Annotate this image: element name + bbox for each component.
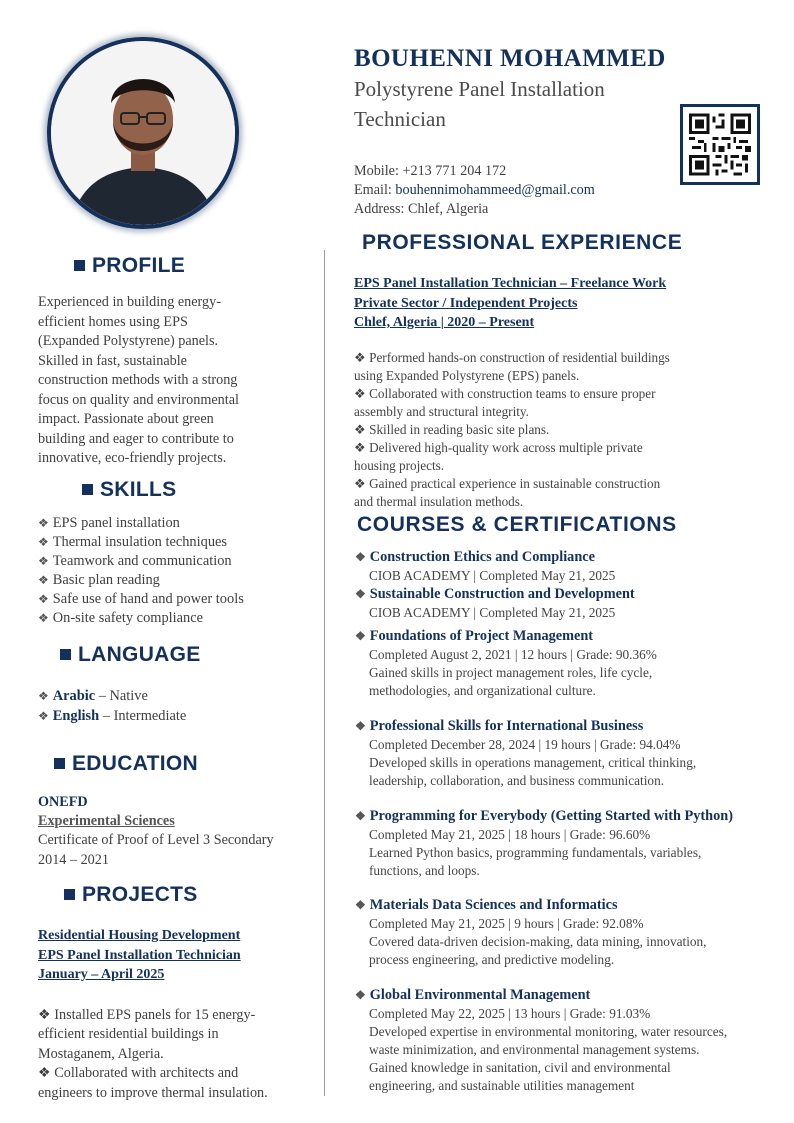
job-title-line1: Polystyrene Panel Installation bbox=[354, 77, 605, 101]
profile-line: Experienced in building energy- bbox=[38, 294, 221, 310]
job-title-line2: Technician bbox=[354, 107, 446, 131]
experience-line: assembly and structural integrity. bbox=[354, 403, 529, 419]
skills-heading-text: SKILLS bbox=[100, 478, 177, 501]
skill-item: ❖ Teamwork and communication bbox=[38, 553, 232, 569]
education-heading bbox=[54, 752, 198, 776]
course-line: Completed May 21, 2025 | 9 hours | Grade: 92.08% bbox=[369, 916, 644, 931]
experience-employer: Private Sector / Independent Projects bbox=[354, 295, 578, 311]
course-title: Materials Data Sciences and Informatics bbox=[369, 897, 618, 913]
course-item bbox=[355, 548, 785, 585]
language-item: ❖ English – Intermediate bbox=[38, 708, 187, 724]
course-line: Completed May 21, 2025 | 18 hours | Grade: 96.60% bbox=[369, 827, 651, 842]
project-line: engineers to improve thermal insulation. bbox=[38, 1084, 268, 1101]
course-line: Covered data-driven decision-making, data mining, innovation, bbox=[369, 934, 707, 949]
course-line: engineering, and sustainable utilities management bbox=[369, 1078, 635, 1093]
experience-location-dates: Chlef, Algeria | 2020 – Present bbox=[354, 315, 535, 330]
diamond-bullet-icon: ❖ bbox=[38, 535, 49, 549]
profile-heading bbox=[74, 254, 185, 278]
diamond-bullet-icon: ❖ bbox=[355, 550, 366, 564]
contact-email-row bbox=[354, 181, 595, 201]
course-title: Programming for Everybody (Getting Started with Python) bbox=[369, 808, 733, 824]
skills-heading bbox=[82, 478, 176, 502]
course-line: Learned Python basics, programming fundamentals, variables, bbox=[369, 845, 702, 860]
contact-mobile: Mobile: +213 771 204 172 bbox=[354, 163, 507, 179]
column-divider bbox=[324, 250, 325, 1096]
diamond-bullet-icon: ❖ bbox=[355, 629, 366, 643]
project-line: ❖ Collaborated with architects and bbox=[38, 1065, 239, 1081]
course-line: functions, and loops. bbox=[369, 863, 480, 878]
course-item bbox=[355, 807, 785, 880]
diamond-bullet-icon: ❖ bbox=[38, 573, 49, 587]
contact-address: Address: Chlef, Algeria bbox=[354, 201, 489, 217]
skills-list bbox=[38, 514, 244, 628]
square-bullet-icon bbox=[82, 484, 93, 495]
experience-line: ❖ Skilled in reading basic site plans. bbox=[354, 421, 550, 437]
course-line: CIOB ACADEMY | Completed May 21, 2025 bbox=[369, 605, 616, 620]
project-line: ❖ Installed EPS panels for 15 energy- bbox=[38, 1006, 256, 1023]
course-title: Sustainable Construction and Development bbox=[369, 586, 635, 602]
course-line: leadership, collaboration, and business communication. bbox=[369, 773, 665, 788]
profile-photo bbox=[47, 37, 239, 229]
qr-code-icon bbox=[680, 104, 760, 185]
education-field: Experimental Sciences bbox=[38, 813, 175, 829]
course-title: Construction Ethics and Compliance bbox=[369, 549, 595, 565]
profile-line: building and eager to contribute to bbox=[38, 430, 234, 447]
diamond-bullet-icon: ❖ bbox=[355, 898, 366, 912]
project-description bbox=[38, 1006, 323, 1104]
square-bullet-icon bbox=[54, 758, 65, 769]
education-block bbox=[38, 793, 323, 870]
projects-block bbox=[38, 926, 323, 1103]
profile-line: (Expanded Polystyrene) panels. bbox=[38, 333, 219, 349]
diamond-bullet-icon: ❖ bbox=[355, 719, 366, 733]
course-item bbox=[355, 585, 785, 622]
diamond-bullet-icon: ❖ bbox=[38, 709, 49, 723]
course-line: Gained skills in project management roles, life cycle, bbox=[369, 665, 653, 680]
project-line: Mostaganem, Algeria. bbox=[38, 1045, 164, 1062]
full-name: BOUHENNI MOHAMMED bbox=[354, 45, 666, 72]
project-title: Residential Housing Development bbox=[38, 928, 241, 943]
project-role: EPS Panel Installation Technician bbox=[38, 947, 241, 963]
course-item bbox=[355, 986, 785, 1095]
diamond-bullet-icon: ❖ bbox=[38, 592, 49, 606]
square-bullet-icon bbox=[64, 889, 75, 900]
course-title: Foundations of Project Management bbox=[369, 628, 594, 644]
courses-heading: COURSES & CERTIFICATIONS bbox=[357, 513, 677, 536]
experience-line: and thermal insulation methods. bbox=[354, 493, 524, 509]
projects-heading bbox=[64, 883, 198, 907]
skill-item: ❖ EPS panel installation bbox=[38, 515, 180, 531]
project-dates: January – April 2025 bbox=[38, 967, 165, 982]
diamond-bullet-icon: ❖ bbox=[38, 516, 49, 530]
experience-block bbox=[354, 274, 784, 511]
experience-line: ❖ Collaborated with construction teams to ensure proper bbox=[354, 385, 656, 401]
skill-item: ❖ On-site safety compliance bbox=[38, 610, 204, 626]
diamond-bullet-icon: ❖ bbox=[38, 689, 49, 703]
profile-heading-text: PROFILE bbox=[92, 254, 186, 277]
profile-line: focus on quality and environmental bbox=[38, 391, 239, 408]
email-label: Email: bbox=[354, 182, 396, 198]
course-line: process engineering, and predictive modeling. bbox=[369, 952, 615, 967]
language-item: ❖ Arabic – Native bbox=[38, 688, 148, 704]
square-bullet-icon bbox=[60, 649, 71, 660]
experience-description bbox=[354, 349, 784, 511]
course-line: Completed August 2, 2021 | 12 hours | Grade: 90.36% bbox=[369, 647, 657, 662]
diamond-bullet-icon: ❖ bbox=[355, 809, 366, 823]
experience-line: ❖ Performed hands-on construction of residential buildings bbox=[354, 349, 670, 365]
experience-line: ❖ Delivered high-quality work across multiple private bbox=[354, 439, 643, 455]
skill-item: ❖ Safe use of hand and power tools bbox=[38, 591, 244, 607]
diamond-bullet-icon: ❖ bbox=[38, 554, 49, 568]
experience-title: EPS Panel Installation Technician – Freelance Work bbox=[354, 276, 667, 291]
profile-line: impact. Passionate about green bbox=[38, 411, 214, 427]
education-years: 2014 – 2021 bbox=[38, 851, 109, 868]
course-title: Professional Skills for International Business bbox=[369, 718, 644, 734]
profile-line: Skilled in fast, sustainable bbox=[38, 352, 187, 369]
course-line: Developed expertise in environmental monitoring, water resources, bbox=[369, 1024, 728, 1039]
experience-heading: PROFESSIONAL EXPERIENCE bbox=[362, 231, 683, 254]
course-item bbox=[355, 627, 785, 700]
experience-line: using Expanded Polystyrene (EPS) panels. bbox=[354, 367, 580, 383]
profile-text bbox=[38, 293, 318, 469]
course-line: CIOB ACADEMY | Completed May 21, 2025 bbox=[369, 568, 616, 583]
course-line: Completed May 22, 2025 | 13 hours | Grade: 91.03% bbox=[369, 1006, 651, 1021]
course-title: Global Environmental Management bbox=[369, 987, 591, 1003]
skill-item: ❖ Thermal insulation techniques bbox=[38, 534, 228, 550]
diamond-bullet-icon: ❖ bbox=[355, 587, 366, 601]
course-item bbox=[355, 896, 785, 969]
profile-line: innovative, eco-friendly projects. bbox=[38, 450, 227, 466]
person-avatar-icon bbox=[51, 41, 235, 225]
square-bullet-icon bbox=[74, 260, 85, 271]
email-link[interactable]: bouhennimohammeed@gmail.com bbox=[395, 182, 595, 198]
experience-line: housing projects. bbox=[354, 457, 445, 473]
projects-heading-text: PROJECTS bbox=[82, 883, 198, 906]
course-line: Completed December 28, 2024 | 19 hours | Grade: 94.04% bbox=[369, 737, 681, 752]
experience-line: ❖ Gained practical experience in sustainable construction bbox=[354, 475, 661, 491]
project-line: efficient residential buildings in bbox=[38, 1026, 219, 1042]
course-line: Gained knowledge in sanitation, civil and environmental bbox=[369, 1060, 671, 1075]
diamond-bullet-icon: ❖ bbox=[38, 611, 49, 625]
course-line: waste minimization, and environmental management systems. bbox=[369, 1042, 700, 1057]
profile-line: efficient homes using EPS bbox=[38, 313, 188, 330]
language-heading-text: LANGUAGE bbox=[78, 643, 201, 666]
course-line: Developed skills in operations management, critical thinking, bbox=[369, 755, 697, 770]
language-list bbox=[38, 686, 186, 726]
education-heading-text: EDUCATION bbox=[72, 752, 198, 775]
language-heading bbox=[60, 643, 201, 667]
course-line: methodologies, and organizational culture. bbox=[369, 683, 596, 698]
education-certificate: Certificate of Proof of Level 3 Secondary bbox=[38, 832, 274, 848]
diamond-bullet-icon: ❖ bbox=[355, 988, 366, 1002]
course-item bbox=[355, 717, 785, 790]
education-school: ONEFD bbox=[38, 794, 88, 810]
skill-item: ❖ Basic plan reading bbox=[38, 572, 160, 588]
profile-line: construction methods with a strong bbox=[38, 372, 238, 388]
